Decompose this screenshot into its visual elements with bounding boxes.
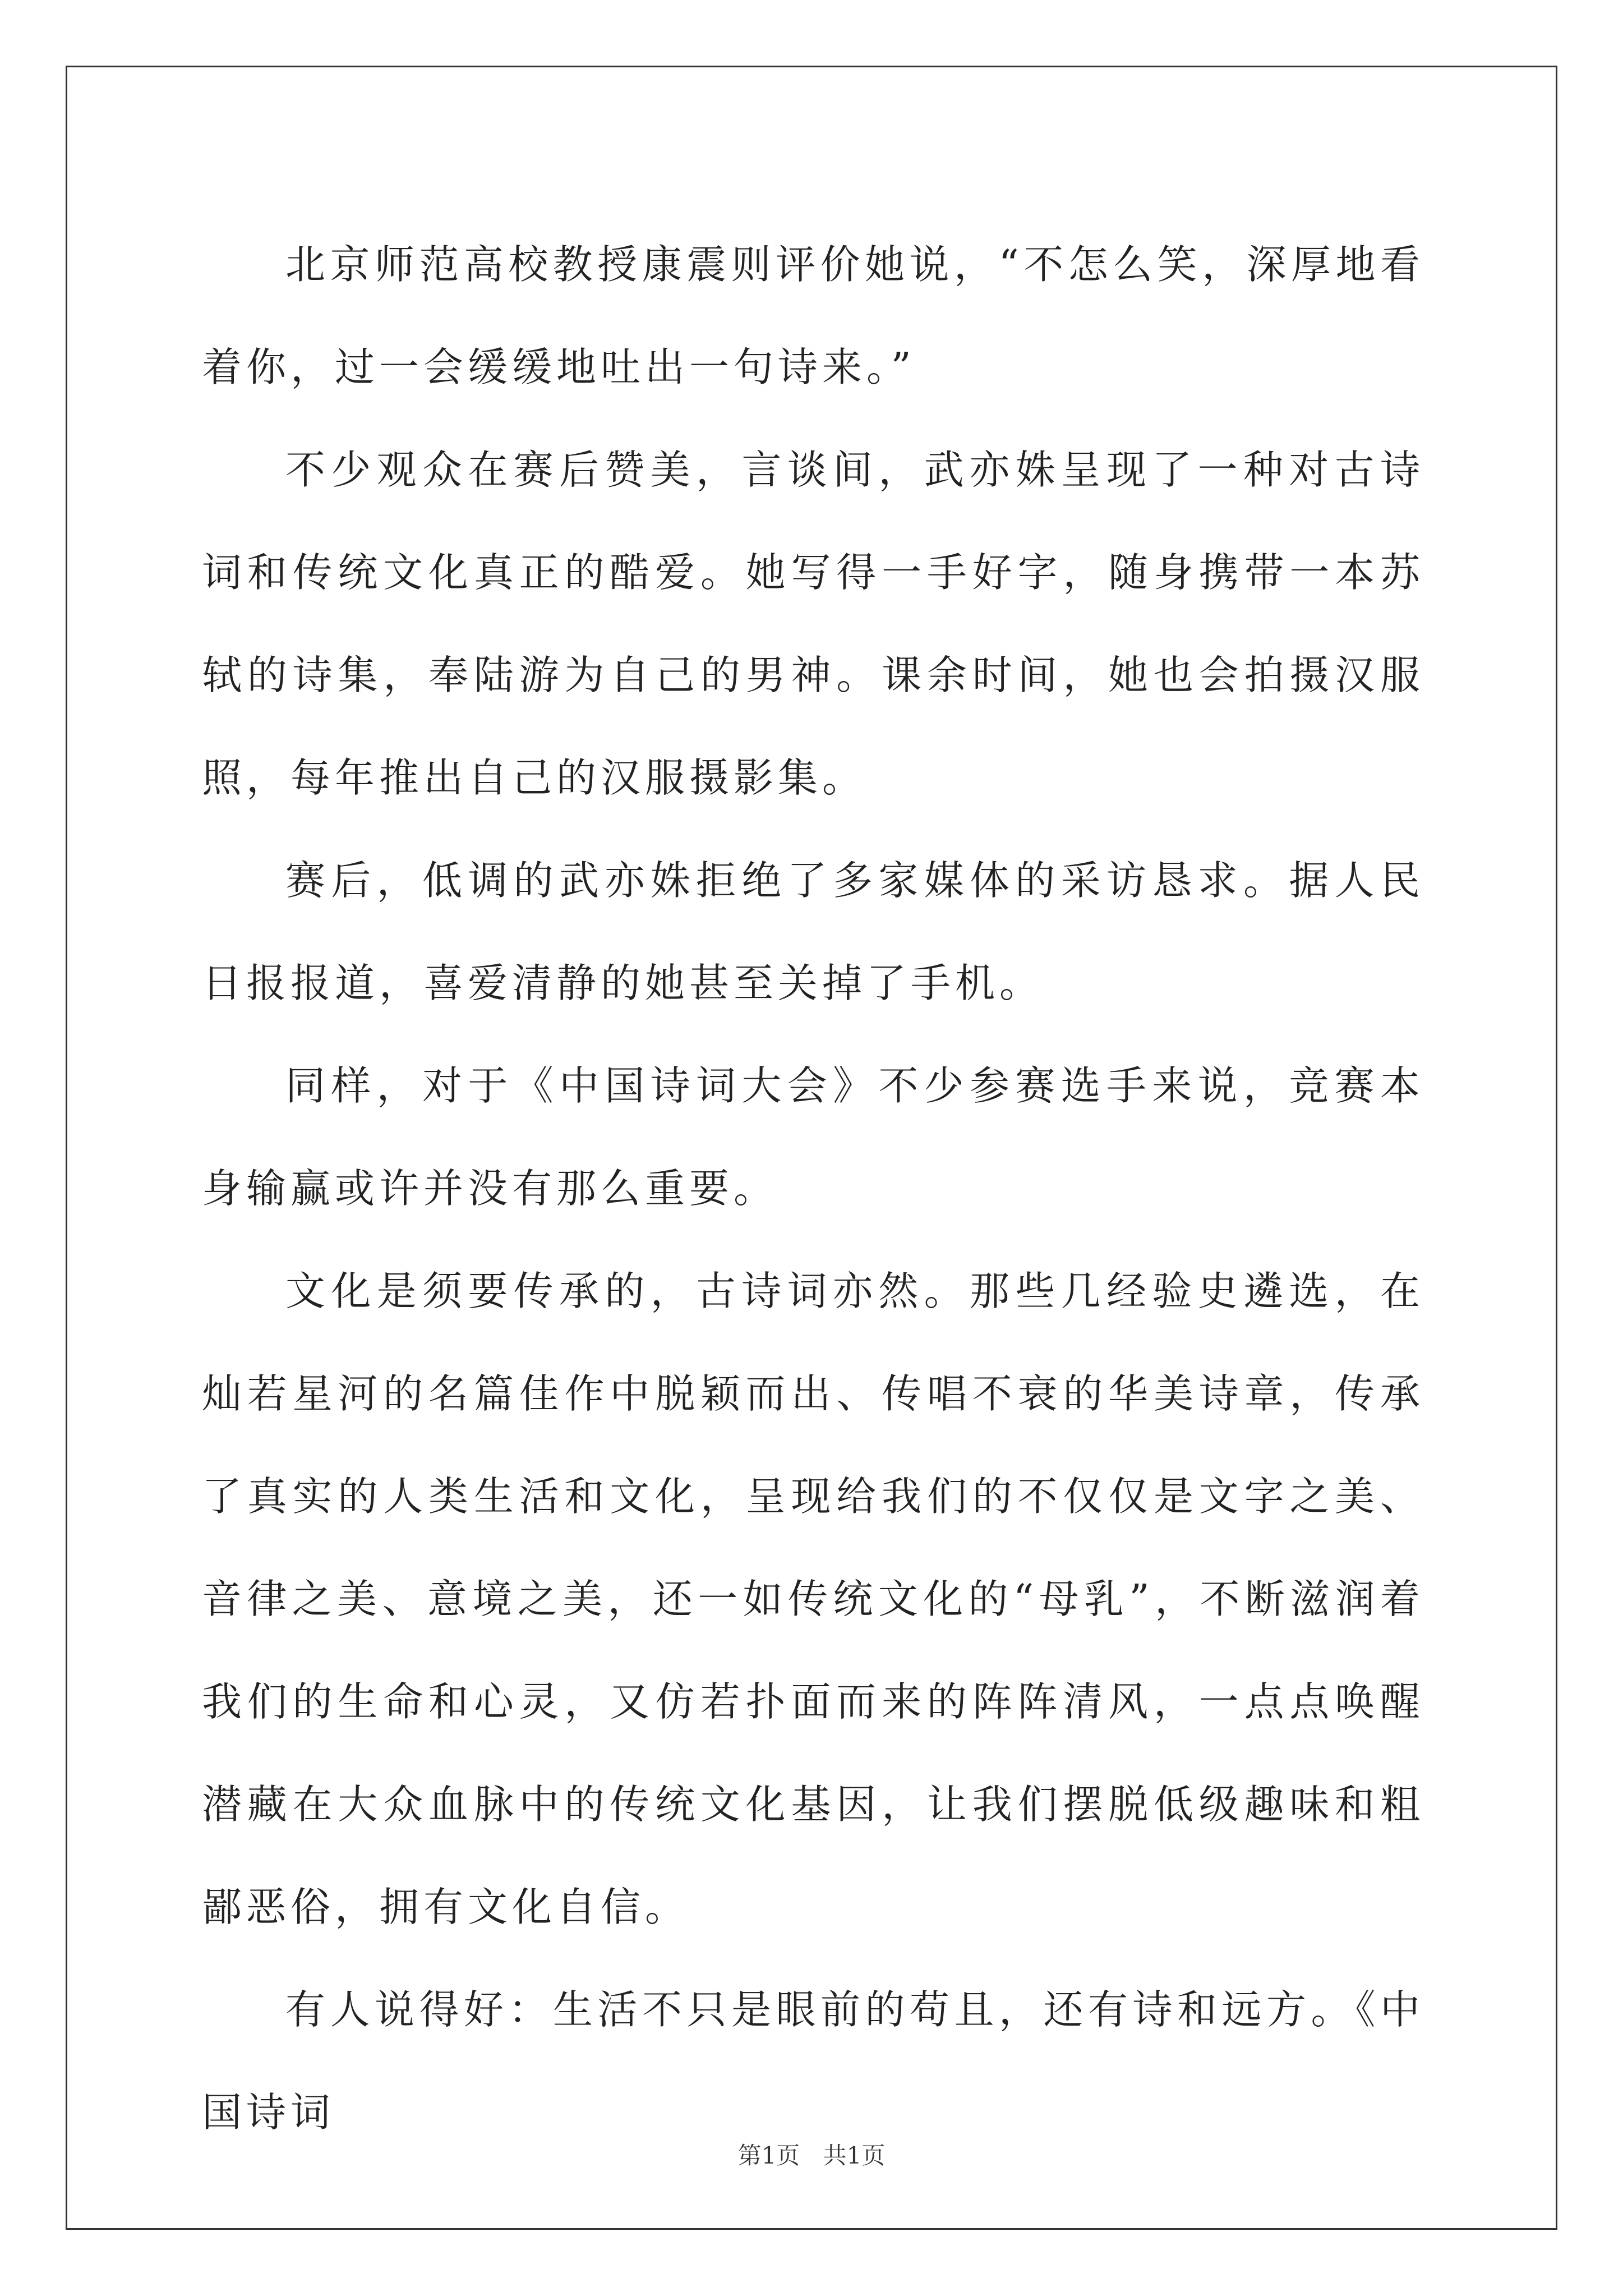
page-footer: [0, 2142, 1623, 2170]
page-total: 共1页: [823, 2142, 886, 2169]
paragraph: 赛后，低调的武亦姝拒绝了多家媒体的采访恳求。据人民日报报道，喜爱清静的她甚至关掉了手机。: [202, 857, 1424, 1006]
paragraph: 北京师范高校教授康震则评价她说，“不怎么笑，深厚地看着你，过一会缓缓地吐出一句诗来。”: [202, 241, 1424, 390]
document-body: [202, 213, 1424, 2164]
paragraph: 同样，对于《中国诗词大会》不少参赛选手来说，竞赛本身输赢或许并没有那么重要。: [202, 1062, 1424, 1212]
paragraph: 文化是须要传承的，古诗词亦然。那些几经验史遴选，在灿若星河的名篇佳作中脱颖而出、传唱不衰的华美诗章，传承了真实的人类生活和文化，呈现给我们的不仅仅是文字之美、音律之美、意境之美，还一如传统文化的“母乳”，不断滋润着我们的生命和心灵，又仿若扑面而来的阵阵清风，一点点唤醒潜藏在大众血脉中的传统文化基因，让我们摆脱低级趣味和粗鄙恶俗，拥有文化自信。: [202, 1268, 1424, 1930]
paragraph: 不少观众在赛后赞美，言谈间，武亦姝呈现了一种对古诗词和传统文化真正的酷爱。她写得一手好字，随身携带一本苏轼的诗集，奉陆游为自己的男神。课余时间，她也会拍摄汉服照，每年推出自己的汉服摄影集。: [202, 447, 1424, 801]
paragraph: 有人说得好：生活不只是眼前的苟且，还有诗和远方。《中国诗词: [202, 1986, 1424, 2136]
page-number: 第1页: [737, 2142, 800, 2169]
